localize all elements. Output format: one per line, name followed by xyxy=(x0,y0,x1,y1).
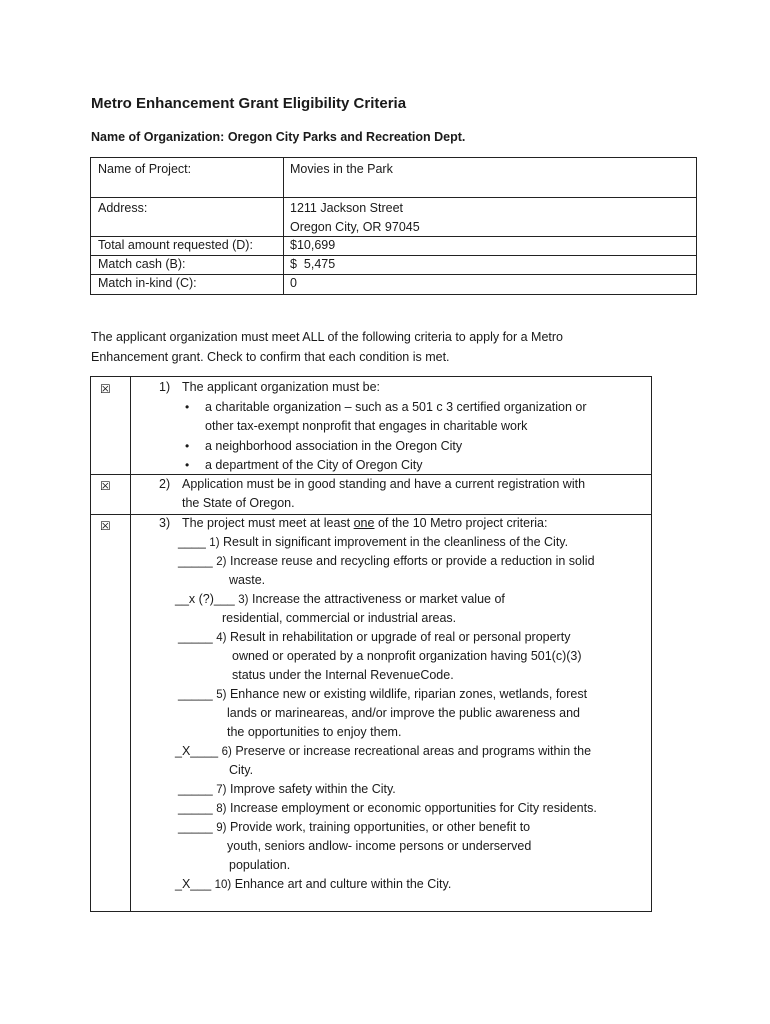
metro-criterion-10 xyxy=(175,875,451,895)
metro-criterion-5-line-2: lands or marineareas, and/or improve the public awareness and xyxy=(227,706,580,720)
metro-criterion-3-blank[interactable]: __x (?)___ xyxy=(175,592,235,606)
metro-criterion-10-number: 10) xyxy=(214,879,232,891)
metro-criterion-4-line-2: owned or operated by a nonprofit organization having 501(c)(3) xyxy=(232,649,582,663)
metro-criterion-4-number: 4) xyxy=(216,632,227,644)
criterion-3-text xyxy=(182,514,547,533)
criterion-1-bullet-3: a department of the City of Oregon City xyxy=(205,458,423,472)
intro-line-2: Enhancement grant. Check to confirm that each condition is met. xyxy=(91,350,450,364)
criterion-3-checkbox[interactable]: ☒ xyxy=(100,519,111,533)
match-inkind-label: Match in-kind (C): xyxy=(98,276,197,290)
criteria-table xyxy=(90,376,652,912)
metro-criterion-5-number: 5) xyxy=(216,689,227,701)
total-requested-label: Total amount requested (D): xyxy=(98,238,253,252)
address-line-1: 1211 Jackson Street xyxy=(290,201,404,215)
metro-criterion-4-line-3: status under the Internal RevenueCode. xyxy=(232,668,454,682)
metro-criterion-6-line-2: City. xyxy=(229,763,254,777)
criterion-2-number: 2) xyxy=(159,477,171,491)
metro-criterion-3-number: 3) xyxy=(238,594,249,606)
metro-criterion-4 xyxy=(178,628,570,648)
row-match-cash xyxy=(91,256,696,275)
match-cash-label: Match cash (B): xyxy=(98,257,186,271)
criterion-1-bullet-1-line-2: other tax-exempt nonprofit that engages in charitable work xyxy=(205,419,528,433)
metro-criterion-7-blank[interactable]: _____ xyxy=(178,782,213,796)
metro-criterion-8 xyxy=(178,799,597,819)
metro-criterion-10-line-1: Enhance art and culture within the City. xyxy=(234,877,452,891)
metro-criterion-2-blank[interactable]: _____ xyxy=(178,554,213,568)
total-requested-value: $10,699 xyxy=(290,238,336,252)
match-cash-value: $ 5,475 xyxy=(290,257,336,271)
metro-criterion-3-line-1: Increase the attractiveness or market value of xyxy=(251,592,505,606)
metro-criterion-8-blank[interactable]: _____ xyxy=(178,801,213,815)
row-total-requested xyxy=(91,237,696,256)
metro-criterion-1 xyxy=(178,533,568,553)
criterion-2-checkbox[interactable]: ☒ xyxy=(100,479,111,493)
criterion-1-bullet-1-line-1: a charitable organization – such as a 501 c 3 certified organization or xyxy=(205,400,587,414)
metro-criterion-7 xyxy=(178,780,396,800)
metro-criterion-5-line-1: Enhance new or existing wildlife, riparian zones, wetlands, forest xyxy=(229,687,588,701)
criterion-3-text-after: of the 10 Metro project criteria: xyxy=(374,516,548,530)
metro-criterion-6-blank[interactable]: _X____ xyxy=(175,744,219,758)
criterion-1-checkbox[interactable]: ☒ xyxy=(100,382,111,396)
criterion-3-text-underlined: one xyxy=(353,516,375,530)
metro-criterion-2-line-2: waste. xyxy=(229,573,266,587)
metro-criterion-5-line-3: the opportunities to enjoy them. xyxy=(227,725,402,739)
address-label: Address: xyxy=(98,201,148,215)
bullet-icon: • xyxy=(185,439,190,453)
project-name-value: Movies in the Park xyxy=(290,162,393,176)
intro-line-1: The applicant organization must meet ALL of the following criteria to apply for a Metro xyxy=(91,330,564,344)
metro-criterion-9-line-1: Provide work, training opportunities, or other benefit to xyxy=(229,820,531,834)
match-inkind-value: 0 xyxy=(290,276,297,290)
metro-criterion-4-blank[interactable]: _____ xyxy=(178,630,213,644)
metro-criterion-1-blank[interactable]: ____ xyxy=(178,535,206,549)
metro-criterion-1-number: 1) xyxy=(209,537,220,549)
metro-criterion-2-line-1: Increase reuse and recycling efforts or provide a reduction in solid xyxy=(229,554,595,568)
criterion-3-number: 3) xyxy=(159,516,171,530)
bullet-icon: • xyxy=(185,458,190,472)
metro-criterion-8-line-1: Increase employment or economic opportunities for City residents. xyxy=(229,801,597,815)
metro-criterion-10-blank[interactable]: _X___ xyxy=(175,877,212,891)
project-name-label: Name of Project: xyxy=(98,162,192,176)
metro-criterion-2-number: 2) xyxy=(216,556,227,568)
column-divider xyxy=(130,377,131,911)
metro-criterion-6-line-1: Preserve or increase recreational areas and programs within the xyxy=(235,744,592,758)
metro-criterion-5-blank[interactable]: _____ xyxy=(178,687,213,701)
metro-criterion-4-line-1: Result in rehabilitation or upgrade of real or personal property xyxy=(229,630,571,644)
metro-criterion-6 xyxy=(175,742,591,762)
metro-criterion-3 xyxy=(175,590,505,610)
metro-criterion-2 xyxy=(178,552,595,572)
criterion-1-text: The applicant organization must be: xyxy=(182,380,381,394)
address-line-2: Oregon City, OR 97045 xyxy=(290,220,420,234)
bullet-icon: • xyxy=(185,400,190,414)
project-info-table xyxy=(90,157,697,295)
metro-criterion-3-line-2: residential, commercial or industrial areas. xyxy=(222,611,457,625)
metro-criterion-6-number: 6) xyxy=(221,746,232,758)
criterion-2-line-1: Application must be in good standing and have a current registration with xyxy=(182,477,586,491)
organization-line: Name of Organization: Oregon City Parks and Recreation Dept. xyxy=(91,130,466,144)
metro-criterion-9 xyxy=(178,818,530,838)
row-match-inkind xyxy=(91,275,696,294)
row-project-name xyxy=(91,158,696,198)
metro-criterion-9-number: 9) xyxy=(216,822,227,834)
metro-criterion-5 xyxy=(178,685,587,705)
row-address xyxy=(91,198,696,237)
criterion-3-text-before: The project must meet at least xyxy=(182,516,354,530)
metro-criterion-7-line-1: Improve safety within the City. xyxy=(229,782,396,796)
intro-paragraph xyxy=(91,327,563,367)
document-title: Metro Enhancement Grant Eligibility Criteria xyxy=(91,95,407,112)
criterion-1-bullet-2: a neighborhood association in the Oregon City xyxy=(205,439,463,453)
metro-criterion-9-blank[interactable]: _____ xyxy=(178,820,213,834)
criterion-1-number: 1) xyxy=(159,380,171,394)
metro-criterion-9-line-3: population. xyxy=(229,858,291,872)
criterion-2-line-2: the State of Oregon. xyxy=(182,496,295,510)
metro-criterion-9-line-2: youth, seniors andlow- income persons or underserved xyxy=(227,839,532,853)
metro-criterion-8-number: 8) xyxy=(216,803,227,815)
metro-criterion-7-number: 7) xyxy=(216,784,227,796)
metro-criterion-1-line-1: Result in significant improvement in the cleanliness of the City. xyxy=(223,535,569,549)
